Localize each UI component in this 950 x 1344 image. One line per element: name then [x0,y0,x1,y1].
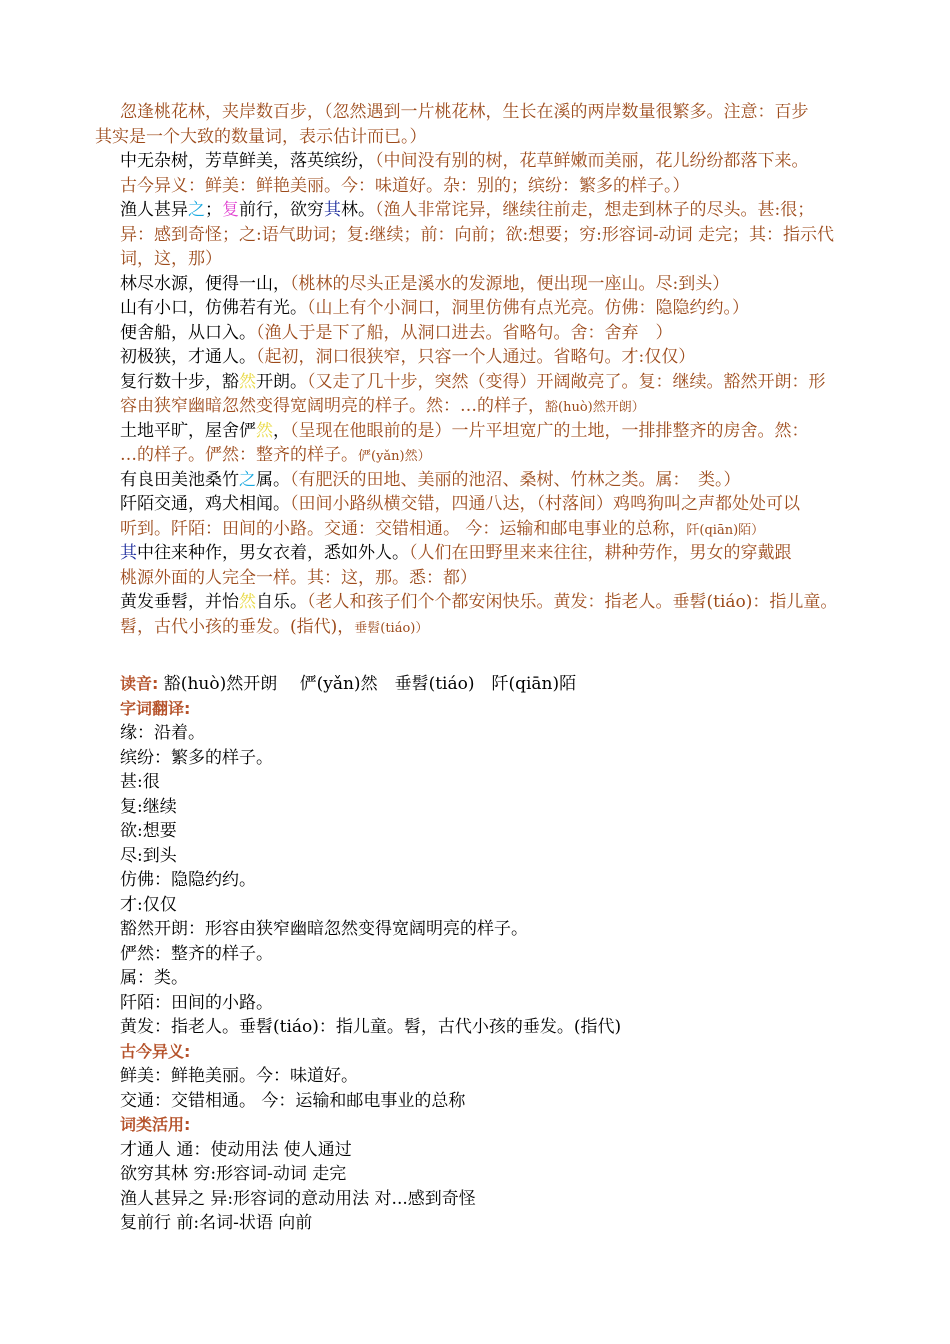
text-segment: 中往来种作，男女衣着，悉如外人。 [137,543,409,563]
passage-line [120,590,837,614]
text-segment: 然 [256,420,273,441]
section-item: 交通：交错相通。 今：运输和邮电事业的总称 [120,1090,466,1111]
text-segment: 开朗。 [256,371,307,392]
section-title: 字词翻译: [120,698,191,718]
reading-text: 豁(huò)然开朗 俨(yǎn)然 垂髫(tiáo) 阡(qiān)陌 [158,674,577,694]
text-segment: 忽逢桃花林，夹岸数百步， [120,102,324,122]
text-segment: 之 [239,469,256,490]
passage-line [120,174,690,198]
section-item: 复前行 前:名词-状语 向前 [120,1213,313,1233]
text-segment: （田间小路纵横交错，四通八达，（村落间）鸡鸣狗叫之声都处处可以 [290,494,800,514]
text-segment: （山上有个小洞口，洞里仿佛有点光亮。仿佛：隐隐约约。） [307,298,749,318]
section-item: 仿佛：隐隐约约。 [120,870,256,890]
passage-line [120,492,800,516]
passage-line [120,468,741,492]
section-item: 甚:很 [120,772,160,792]
section-item: 缤纷：繁多的样子。 [120,747,273,768]
text-segment: 豁(huò)然开朗） [545,400,645,415]
text-segment: 其 [324,200,341,220]
text-segment: 黄发垂髫，并怡 [120,592,239,612]
section-item: 阡陌：田间的小路。 [120,992,273,1013]
text-segment: （忽然遇到一片桃花林，生长在溪的两岸数量很繁多。注意：百步 [324,102,809,122]
text-segment: （又走了几十步，突然（变得）开阔敞亮了。复：继续。豁然开朗：形 [307,371,826,392]
passage-line [120,370,826,394]
text-segment: 然 [239,592,256,612]
passage-line [120,517,764,543]
text-segment: 词，这，那） [120,249,222,269]
text-segment: （中间没有别的树，花草鲜嫩而美丽，花儿纷纷都落下来。 [375,151,809,171]
passage-line [120,321,673,345]
text-segment: 听到。阡陌：田间的小路。交通：交错相通。 今：运输和邮电事业的总称， [120,518,687,539]
text-segment: 初极狭，才通人。 [120,347,256,367]
text-segment: 异：感到奇怪；之:语气助词；复:继续；前：向前；欲:想要；穷:形容词-动词 走完；其：指示代 [120,224,835,245]
text-segment: 容由狭窄幽暗忽然变得宽阔明亮的样子。然：…的样子， [120,396,545,416]
text-segment: 复 [222,200,239,220]
text-segment: 属。 [256,469,290,490]
text-segment: （人们在田野里来来往往，耕种劳作，男女的穿戴跟 [409,543,792,563]
section-item: 复:继续 [120,796,177,817]
passage-line [120,296,749,320]
passage-line [120,615,428,641]
text-segment: （渔人于是下了船，从洞口进去。省略句。舍：舍弃 ） [256,322,673,343]
section-title: 古今异义: [120,1041,191,1061]
reading-line [120,672,576,696]
passage-line [95,125,427,149]
text-segment: 髫，古代小孩的垂发。(指代)， [120,616,355,637]
text-segment: 山有小口，仿佛若有光。 [120,298,307,318]
text-segment: 自乐。 [256,592,307,612]
section-item: 渔人甚异之 异:形容词的意动用法 对...感到奇怪 [120,1188,476,1209]
section-item: 欲:想要 [120,821,177,841]
text-segment: 俨(yǎn)然） [358,449,431,464]
text-segment: ， [273,420,290,441]
text-segment: （渔人非常诧异，继续往前走，想走到林子的尽头。甚:很； [375,200,815,220]
text-segment: 垂髫(tiáo)） [354,620,429,636]
text-segment: （起初，洞口很狭窄，只容一个人通过。省略句。才:仅仅） [256,347,696,367]
text-segment: 复行数十步，豁 [120,371,239,392]
text-segment: 林。 [341,200,375,220]
text-segment: 渔人甚异 [120,200,188,220]
section-item: 缘：沿着。 [120,723,205,743]
passage-line [120,541,792,565]
section-item: 豁然开朗：形容由狭窄幽暗忽然变得宽阔明亮的样子。 [120,919,528,939]
text-segment: 土地平旷，屋舍俨 [120,420,256,441]
text-segment: （桃林的尽头正是溪水的发源地，便出现一座山。尽:到头） [290,273,730,294]
text-segment: （呈现在他眼前的是）一片平坦宽广的土地，一排排整齐的房舍。然： [290,420,809,441]
text-segment: 阡(qiān)陌） [686,522,765,538]
text-segment: ； [205,200,222,220]
passage-line [120,566,477,590]
passage-line [120,272,729,296]
section-item: 鲜美：鲜艳美丽。今：味道好。 [120,1066,358,1086]
section-item: 才:仅仅 [120,894,177,915]
section-item: 欲穷其林 穷:形容词-动词 走完 [120,1164,347,1184]
passage-line [120,223,834,247]
section-item: 黄发：指老人。垂髫(tiáo)：指儿童。髫，古代小孩的垂发。(指代) [120,1017,622,1037]
text-segment: （有肥沃的田地、美丽的池沼、桑树、竹林之类。属： 类。） [290,469,741,490]
text-segment: 阡陌交通，鸡犬相闻。 [120,494,290,514]
section-item: 才通人 通：使动用法 使人通过 [120,1139,352,1160]
passage-line [120,443,431,469]
passage-line [120,419,809,443]
text-segment: 之 [188,200,205,220]
text-segment: 便舍船，从口入。 [120,322,256,343]
text-segment: 其实是一个大致的数量词，表示估计而已。） [95,126,427,147]
text-segment: （老人和孩子们个个都安闲快乐。黄发：指老人。垂髫(tiáo)：指儿童。 [307,592,838,612]
passage-line [120,149,809,173]
passage-line [120,247,222,271]
passage-line [120,100,809,124]
reading-label: 读音: [120,674,159,693]
text-segment: 然 [239,371,256,392]
section-title: 词类活用: [120,1115,191,1134]
text-segment: 林尽水源，便得一山， [120,273,290,294]
text-segment: …的样子。俨然：整齐的样子。 [120,445,358,465]
section-item: 俨然：整齐的样子。 [120,943,273,964]
section-item: 属：类。 [120,968,188,988]
passage-line [120,345,695,369]
passage-line [120,394,645,420]
text-segment: 其 [120,543,137,563]
text-segment: 前行，欲穷 [239,200,324,220]
text-segment: 有良田美池桑竹 [120,469,239,490]
text-segment: 中无杂树，芳草鲜美，落英缤纷， [120,151,375,171]
passage-line [120,198,814,222]
text-segment: 古今异义：鲜美：鲜艳美丽。今：味道好。杂：别的；缤纷：繁多的样子。） [120,175,690,196]
section-item: 尽:到头 [120,845,177,866]
text-segment: 桃源外面的人完全一样。其：这，那。悉：都） [120,567,477,588]
